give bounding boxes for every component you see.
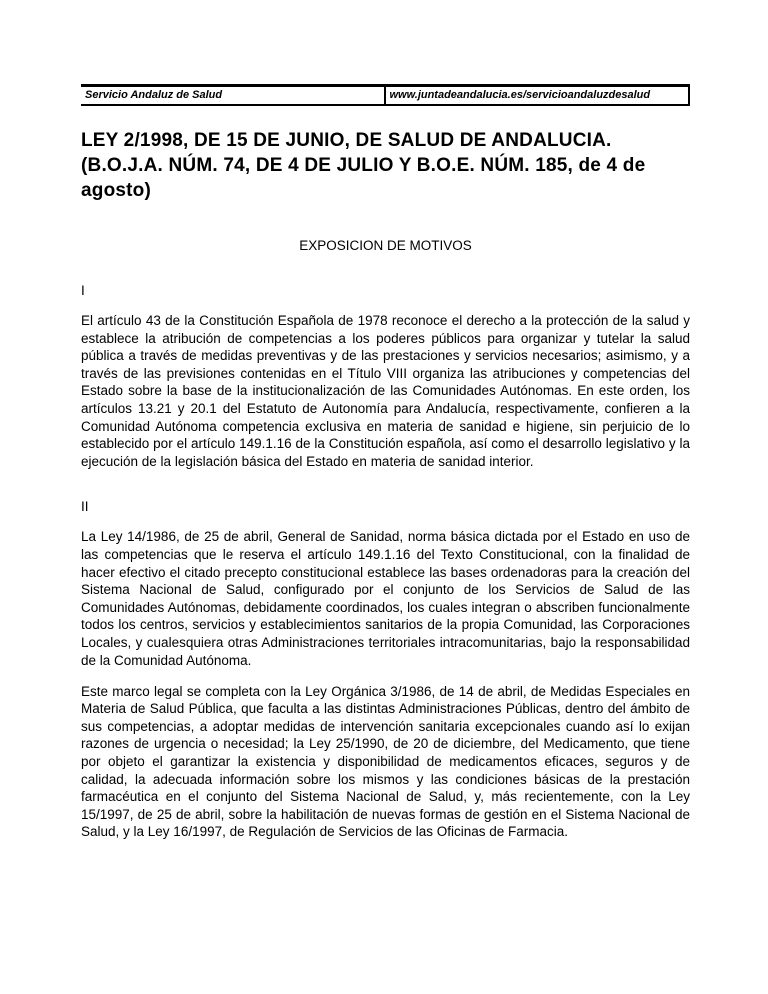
paragraph-part2-first: La Ley 14/1986, de 25 de abril, General de Sanidad, norma básica dictada por el Estado en uso de las competencias que le reserva el artículo 149.1.16 del Texto Constitucional, con la finalidad de hacer efectivo el citado precepto constitucional establece las bases ordenadoras para la creación del Sistema Nacional de Salud, configurado por el conjunto de los Servicios de Salud de las Comunidades Autónomas, debidamente coordinados, los cuales integran o abscriben funcionalmente todos los centros, servicios y establecimientos sanitarios de la propia Comunidad, las Corporaciones Locales, y cualesquiera otras Administraciones territoriales intracomunitarias, bajo la responsabilidad de la Comunidad Autónoma. [81,529,690,668]
law-title: LEY 2/1998, DE 15 DE JUNIO, DE SALUD DE ANDALUCIA. (B.O.J.A. NÚM. 74, DE 4 DE JULIO Y B.O.E. NÚM. 185, de 4 de agosto) [81,130,646,201]
part-label-1: I [81,283,85,298]
header-website-url: www.juntadeandalucia.es/servicioandaluzdesalud [386,87,691,104]
part-label-2: II [81,499,89,515]
document-header [81,84,690,106]
paragraph-part2-second: Este marco legal se completa con la Ley Orgánica 3/1986, de 14 de abril, de Medidas Especiales en Materia de Salud Pública, que faculta a las distintas Administraciones Públicas, dentro del ámbito de sus competencias, a adoptar medidas de intervención sanitaria excepcionales cuando así lo exijan razones de urgencia o necesidad; la Ley 25/1990, de 20 de diciembre, del Medicamento, que tiene por objeto el garantizar la existencia y disponibilidad de medicamentos eficaces, seguros y de calidad, la adecuada información sobre los mismos y las condiciones básicas de la prestación farmacéutica en el conjunto del Sistema Nacional de Salud, y, más recientemente, con la Ley 15/1997, de 25 de abril, sobre la habilitación de nuevas formas de gestión en el Sistema Nacional de Salud, y la Ley 16/1997, de Regulación de Servicios de las Oficinas de Farmacia. [81,683,690,840]
header-organization-label: Servicio Andaluz de Salud [81,87,386,104]
section-heading-exposicion: EXPOSICION DE MOTIVOS [299,238,472,253]
paragraph-part1: El artículo 43 de la Constitución Española de 1978 reconoce el derecho a la protección de la salud y establece la atribución de competencias a los poderes públicos para organizar y tutelar la salud pública a través de medidas preventivas y de las prestaciones y servicios necesarios; asimismo, y a través de las previsiones contenidas en el Título VIII organiza las atribuciones y competencias del Estado sobre la base de la institucionalización de las Comunidades Autónomas. En este orden, los artículos 13.21 y 20.1 del Estatuto de Autonomía para Andalucía, respectivamente, confieren a la Comunidad Autónoma competencia exclusiva en materia de sanidad e higiene, sin perjuicio de lo establecido por el artículo 149.1.16 de la Constitución española, así como el desarrollo legislativo y la ejecución de la legislación básica del Estado en materia de sanidad interior. [81,313,690,469]
